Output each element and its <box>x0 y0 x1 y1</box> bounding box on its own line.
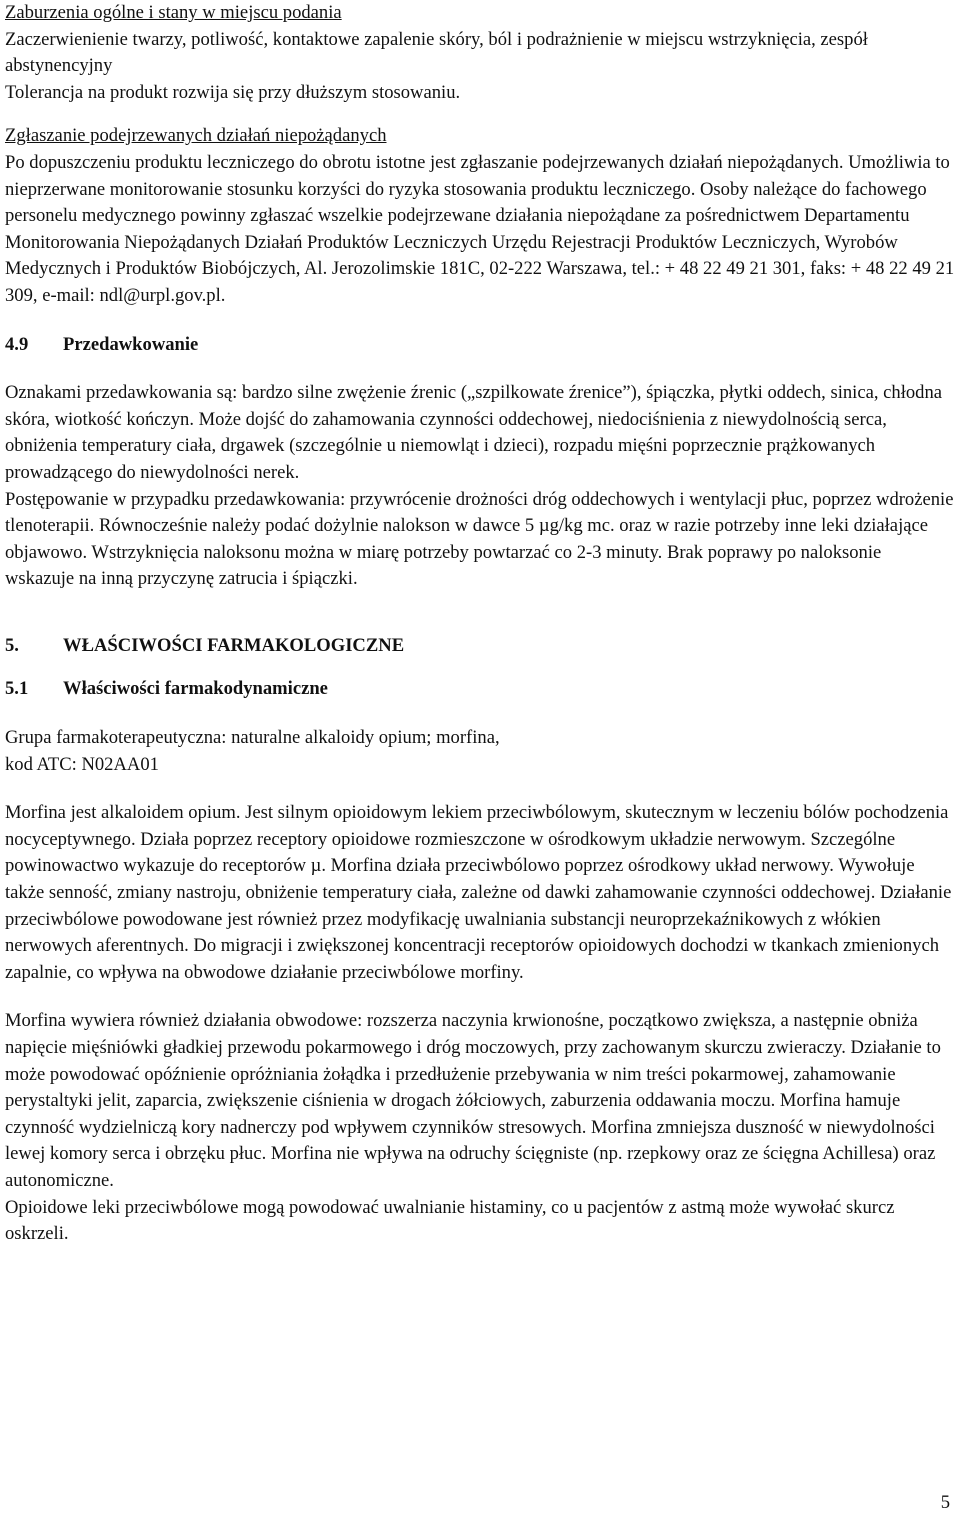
pharmacodynamics-paragraph-1: Morfina jest alkaloidem opium. Jest silnym opioidowym lekiem przeciwbólowym, skutecznym w leczeniu bólów pochodzenia nocyceptywnego. Działa poprzez receptory opioidowe rozmieszczone w ośrodkowym układzie nerwowym. Szczególne powinowactwo wykazuje do receptorów µ. Morfina działa przeciwbólowo poprzez ośrodkowy układ nerwowy. Wywołuje także senność, zmiany nastroju, obniżenie temperatury ciała, zależne od dawki zahamowanie czynności oddechowej. Działanie przeciwbólowe powodowane jest również przez modyfikację uwalniania substancji neuroprzekaźnikowych z włókien nerwowych aferentnych. Do migracji i zwiększonej koncentracji receptorów opioidowych dochodzi w tkankach zmienionych zapalnie, co wpływa na obwodowe działanie przeciwbólowe morfiny. <box>5 802 952 983</box>
disorders-text: Zaczerwienienie twarzy, potliwość, kontaktowe zapalenie skóry, ból i podrażnienie w miejscu wstrzyknięcia, zespół abstynencyjny <box>5 28 868 77</box>
section-number: 5.1 <box>5 678 29 700</box>
reporting-text: Po dopuszczeniu produktu leczniczego do obrotu istotne jest zgłaszanie podejrzewanych działań niepożądanych. Umożliwia to nieprzerwane monitorowanie stosunku korzyści do ryzyka stosowania produktu leczniczego. Osoby należące do fachowego personelu medycznego powinny zgłaszać wszelkie podejrzewane działania niepożądane za pośrednictwem Departamentu Monitorowania Niepożądanych Działań Produktów Leczniczych Urzędu Rejestracji Produktów Leczniczych, Wyrobów Medycznych i Produktów Biobójczych, Al. Jerozolimskie 181C, 02-222 Warszawa, tel.: + 48 22 49 21 301, faks: + 48 22 49 21 309, e-mail: ndl@urpl.gov.pl. <box>5 151 955 306</box>
overdose-treatment-text: Postępowanie w przypadku przedawkowania: przywrócenie drożności dróg oddechowych i wentylacji płuc, poprzez wdrożenie tlenoterapii. Równocześnie należy podać dożylnie nalokson w dawce 5 µg/kg mc. oraz w razie potrzeby inne leki działające objawowo. Wstrzyknięcia naloksonu można w miarę potrzeby powtarzać co 2-3 minuty. Brak poprawy po naloksonie wskazuje na inną przyczynę zatrucia i śpiączki. <box>5 488 954 590</box>
heading-pharmacodynamics <box>5 676 955 703</box>
heading-pharmacological-properties <box>5 633 955 660</box>
overdose-symptoms-text: Oznakami przedawkowania są: bardzo silne zwężenie źrenic („szpilkowate źrenice”), śpiączka, płytki oddech, sinica, chłodna skóra, wiotkość kończyn. Może dojść do zahamowania czynności oddechowej, niedociśnienia z niewydolnością serca, obniżenia temperatury ciała, drgawek (szczególnie u niemowląt i dzieci), rozpadu mięśni poprzecznie prążkowanych prowadzącego do niewydolności nerek. <box>5 382 943 483</box>
section-number: 4.9 <box>5 333 29 355</box>
atc-code: kod ATC: N02AA01 <box>5 753 159 775</box>
tolerance-text: Tolerancja na produkt rozwija się przy dłuższym stosowaniu. <box>5 81 461 103</box>
pharmacodynamics-paragraph-3: Opioidowe leki przeciwbólowe mogą powodować uwalnianie histaminy, co u pacjentów z astmą może wywołać skurcz oskrzeli. <box>5 1196 895 1245</box>
section-title: Właściwości farmakodynamiczne <box>63 678 328 700</box>
document-page <box>5 0 955 1248</box>
heading-adverse-reporting: Zgłaszanie podejrzewanych działań niepożądanych <box>5 125 387 147</box>
page-number: 5 <box>940 1492 950 1514</box>
heading-general-disorders: Zaburzenia ogólne i stany w miejscu podania <box>5 2 342 23</box>
pharmacodynamics-paragraph-2: Morfina wywiera również działania obwodowe: rozszerza naczynia krwionośne, początkowo zwiększa, a następnie obniża napięcie mięśniówki gładkiej przewodu pokarmowego i dróg moczowych, przy zachowanym skurczu zwieraczy. Działanie to może powodować opóźnienie opróżniania żołądka i przedłużenie przebywania w nim treści pokarmowej, zahamowanie perystaltyki jelit, zaparcia, zwiększenie ciśnienia w drogach żółciowych, zaburzenia oddawania moczu. Morfina hamuje czynność wydzielniczą kory nadnerczy pod wpływem czynników stresowych. Morfina zmniejsza duszność w niewydolności lewej komory serca i obrzęku płuc. Morfina nie wpływa na odruchy ścięgniste (np. rzepkowy oraz ze ścięgna Achillesa) oraz autonomiczne. <box>5 1010 941 1191</box>
heading-overdose <box>5 332 955 359</box>
section-title: Przedawkowanie <box>63 333 199 355</box>
section-title: WŁAŚCIWOŚCI FARMAKOLOGICZNE <box>63 634 405 656</box>
section-number: 5. <box>5 634 19 656</box>
pharmacotherapeutic-group: Grupa farmakoterapeutyczna: naturalne alkaloidy opium; morfina, <box>5 727 500 749</box>
